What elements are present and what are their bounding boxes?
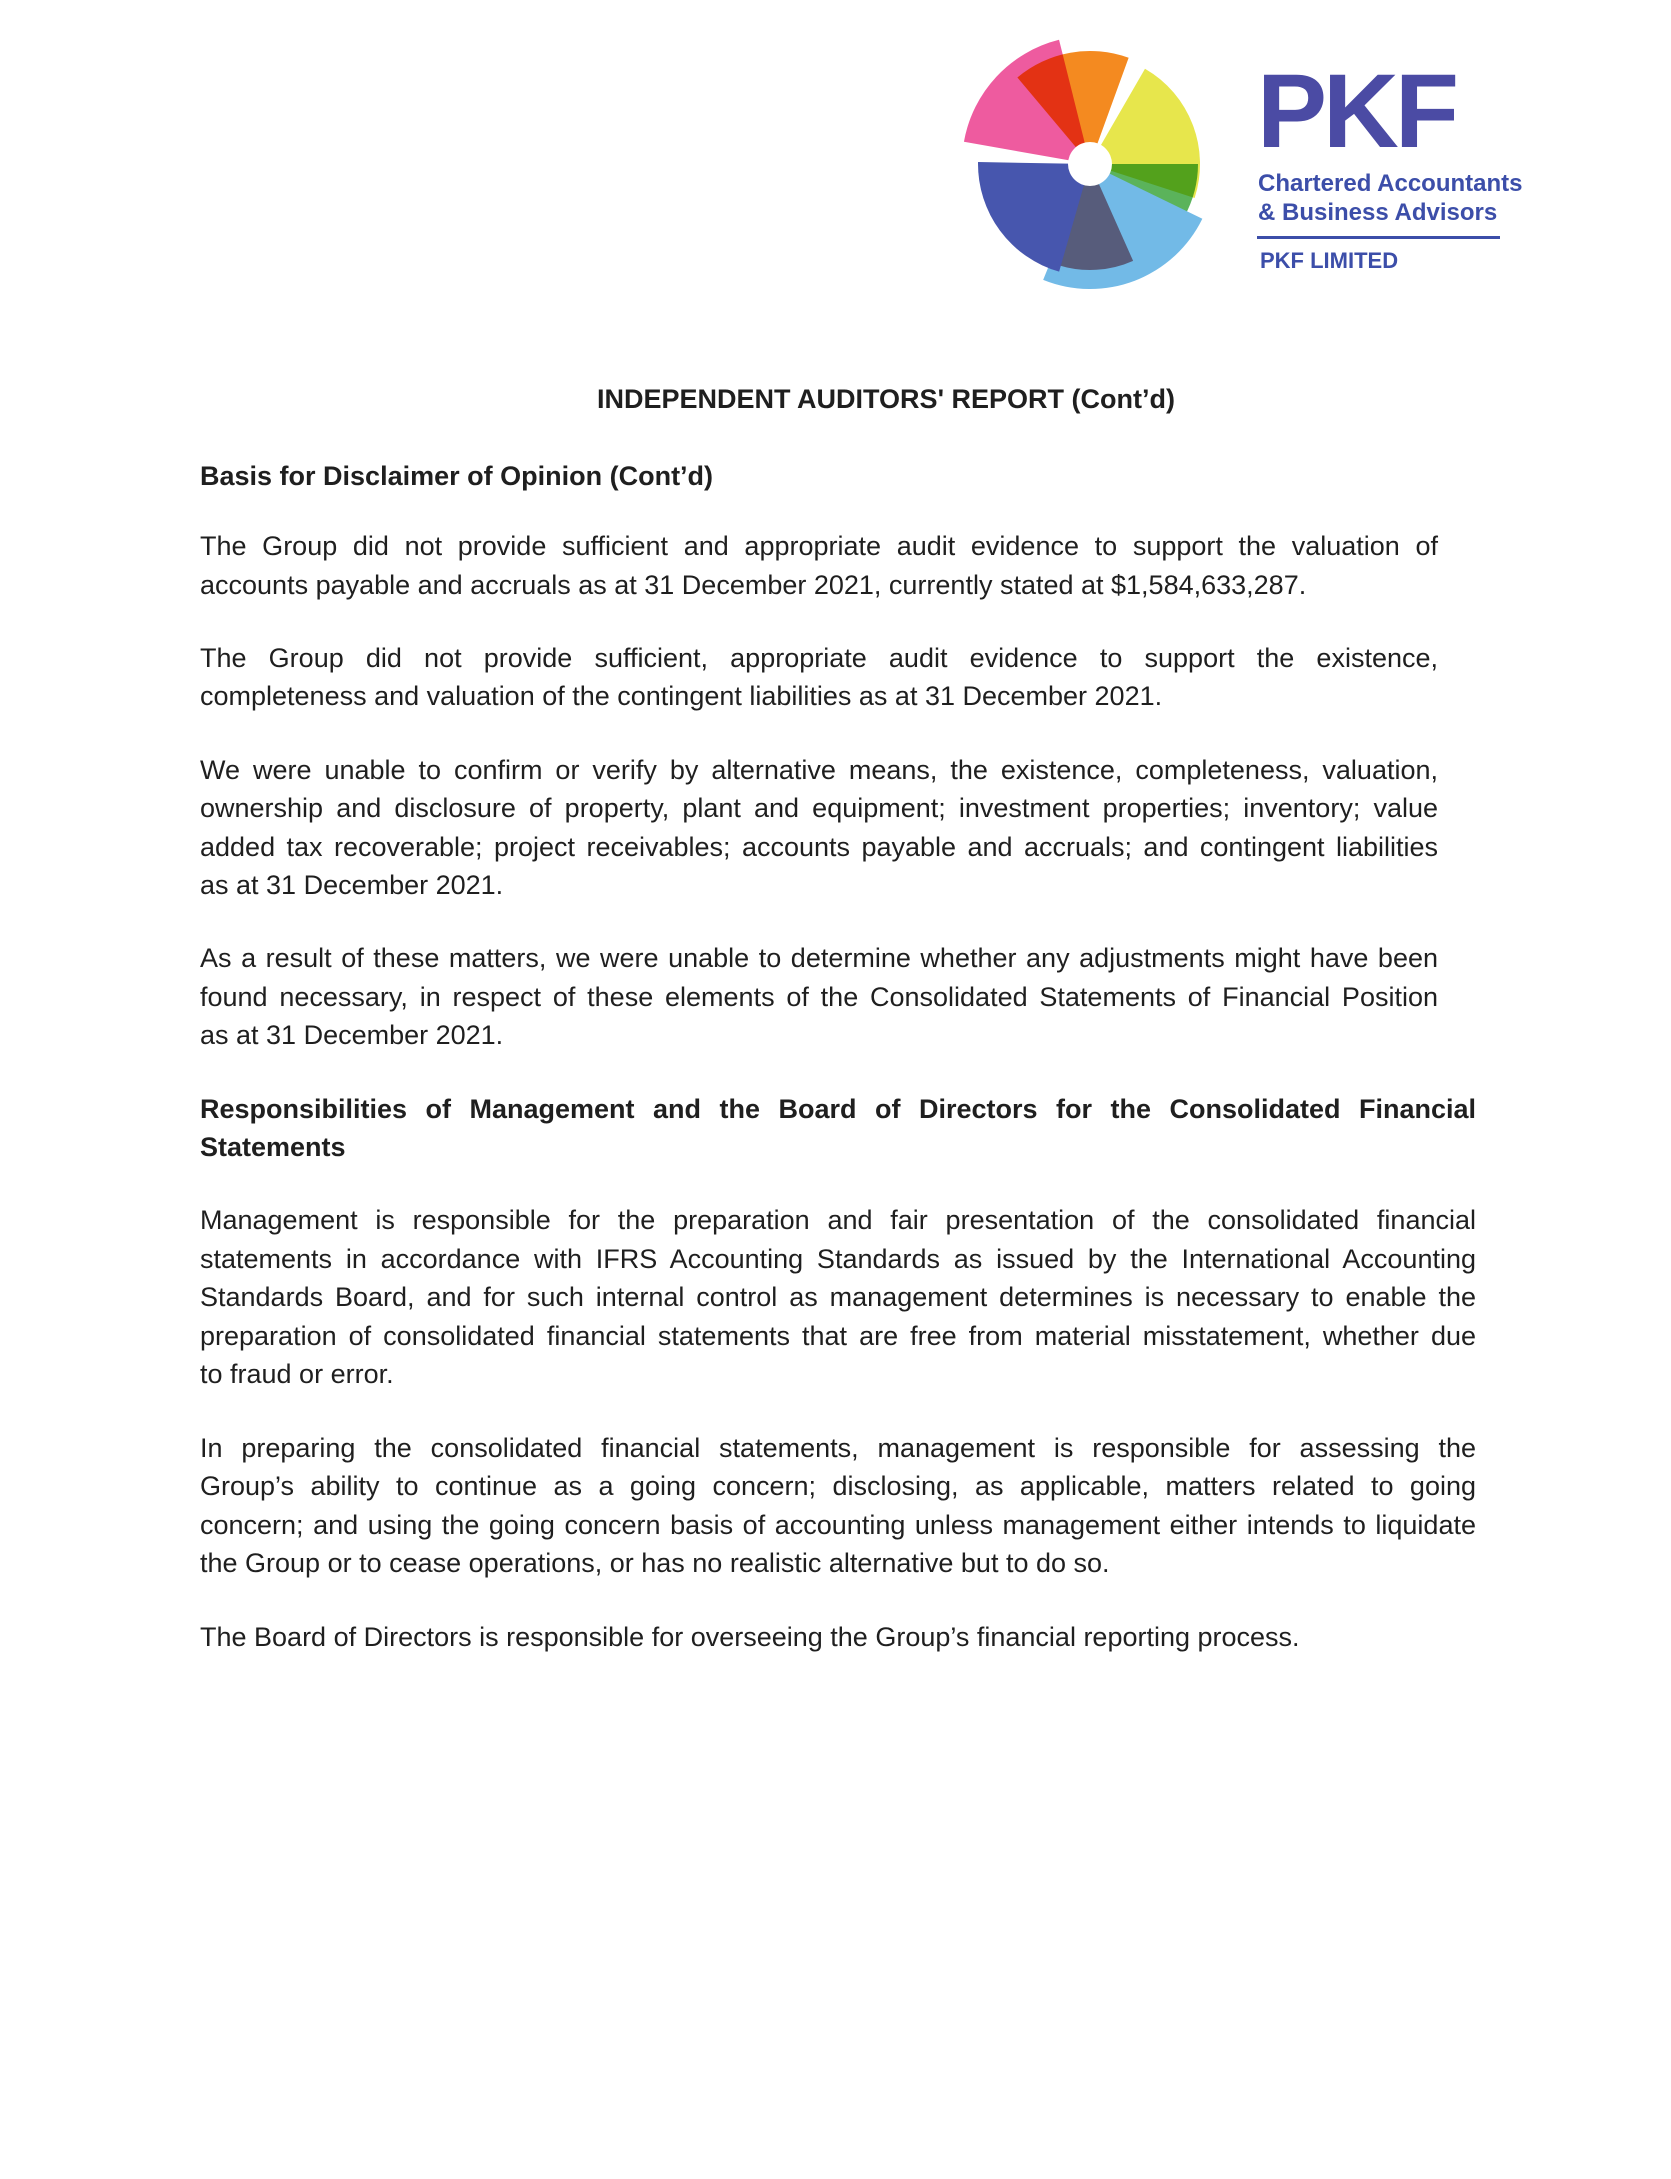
letterhead-rule — [1257, 236, 1500, 239]
paragraph-going-concern — [200, 1429, 1476, 1583]
paragraph-line: as at 31 December 2021. — [200, 1020, 504, 1051]
firm-name: PKF LIMITED — [1260, 248, 1399, 273]
paragraph-line: We were unable to confirm or verify by alternative means, the existence, completeness, valuation, — [200, 754, 1438, 785]
tagline-line-1: Chartered Accountants — [1258, 170, 1523, 197]
paragraph-line: to fraud or error. — [200, 1359, 394, 1390]
paragraph-line: found necessary, in respect of these elements of the Consolidated Statements of Financial Position — [200, 981, 1438, 1012]
paragraph-payables-evidence — [200, 527, 1438, 604]
paragraph-line: ownership and disclosure of property, plant and equipment; investment properties; inventory; value — [200, 793, 1438, 824]
paragraph-line: preparation of consolidated financial statements that are free from material misstatement, whether due — [200, 1320, 1476, 1351]
firm-tagline — [1258, 169, 1523, 227]
logo-center-hole — [1068, 142, 1112, 186]
paragraph-contingent-evidence — [200, 639, 1438, 716]
section-heading-responsibilities — [200, 1090, 1476, 1167]
paragraph-line: Group’s ability to continue as a going concern; disclosing, as applicable, matters related to going — [200, 1471, 1476, 1502]
paragraph-line: added tax recoverable; project receivables; accounts payable and accruals; and contingent liabilities — [200, 831, 1438, 862]
section-heading-basis: Basis for Disclaimer of Opinion (Cont’d) — [200, 461, 714, 491]
heading-line: Statements — [200, 1132, 346, 1163]
paragraph-board-oversight — [200, 1618, 1476, 1657]
responsibilities-section — [200, 1090, 1476, 1656]
paragraph-line: Standards Board, and for such internal control as management determines is necessary to enable the — [200, 1282, 1476, 1313]
basis-section — [200, 527, 1438, 1055]
paragraph-line: The Board of Directors is responsible for overseeing the Group’s financial reporting process. — [200, 1621, 1300, 1652]
paragraph-line: The Group did not provide sufficient and appropriate audit evidence to support the valuation of — [200, 531, 1438, 561]
paragraph-line: In preparing the consolidated financial statements, management is responsible for assessing the — [200, 1432, 1476, 1463]
pinwheel-logo-icon — [945, 19, 1235, 309]
paragraph-unable-to-verify — [200, 751, 1438, 905]
report-body — [200, 457, 1476, 1691]
paragraph-line: completeness and valuation of the contingent liabilities as at 31 December 2021. — [200, 681, 1163, 712]
paragraph-line: The Group did not provide sufficient, appropriate audit evidence to support the existence, — [200, 642, 1438, 673]
paragraph-line: as at 31 December 2021. — [200, 870, 504, 901]
paragraph-adjustments — [200, 939, 1438, 1055]
report-title: INDEPENDENT AUDITORS' REPORT (Cont’d) — [597, 384, 1175, 414]
paragraph-line: statements in accordance with IFRS Accounting Standards as issued by the International Accounting — [200, 1243, 1476, 1274]
paragraph-line: Management is responsible for the preparation and fair presentation of the consolidated financial — [200, 1205, 1476, 1236]
paragraph-management-responsibility — [200, 1201, 1476, 1394]
tagline-line-2: & Business Advisors — [1258, 199, 1498, 226]
paragraph-line: concern; and using the going concern basis of accounting unless management either intends to liquidate — [200, 1509, 1476, 1540]
paragraph-line: the Group or to cease operations, or has no realistic alternative but to do so. — [200, 1548, 1110, 1579]
paragraph-line: As a result of these matters, we were unable to determine whether any adjustments might have been — [200, 943, 1438, 974]
heading-line: Responsibilities of Management and the Board of Directors for the Consolidated Financial — [200, 1093, 1476, 1124]
logo-wordmark: PKF — [1257, 53, 1455, 170]
paragraph-line: accounts payable and accruals as at 31 December 2021, currently stated at $1,584,633,287. — [200, 569, 1307, 600]
